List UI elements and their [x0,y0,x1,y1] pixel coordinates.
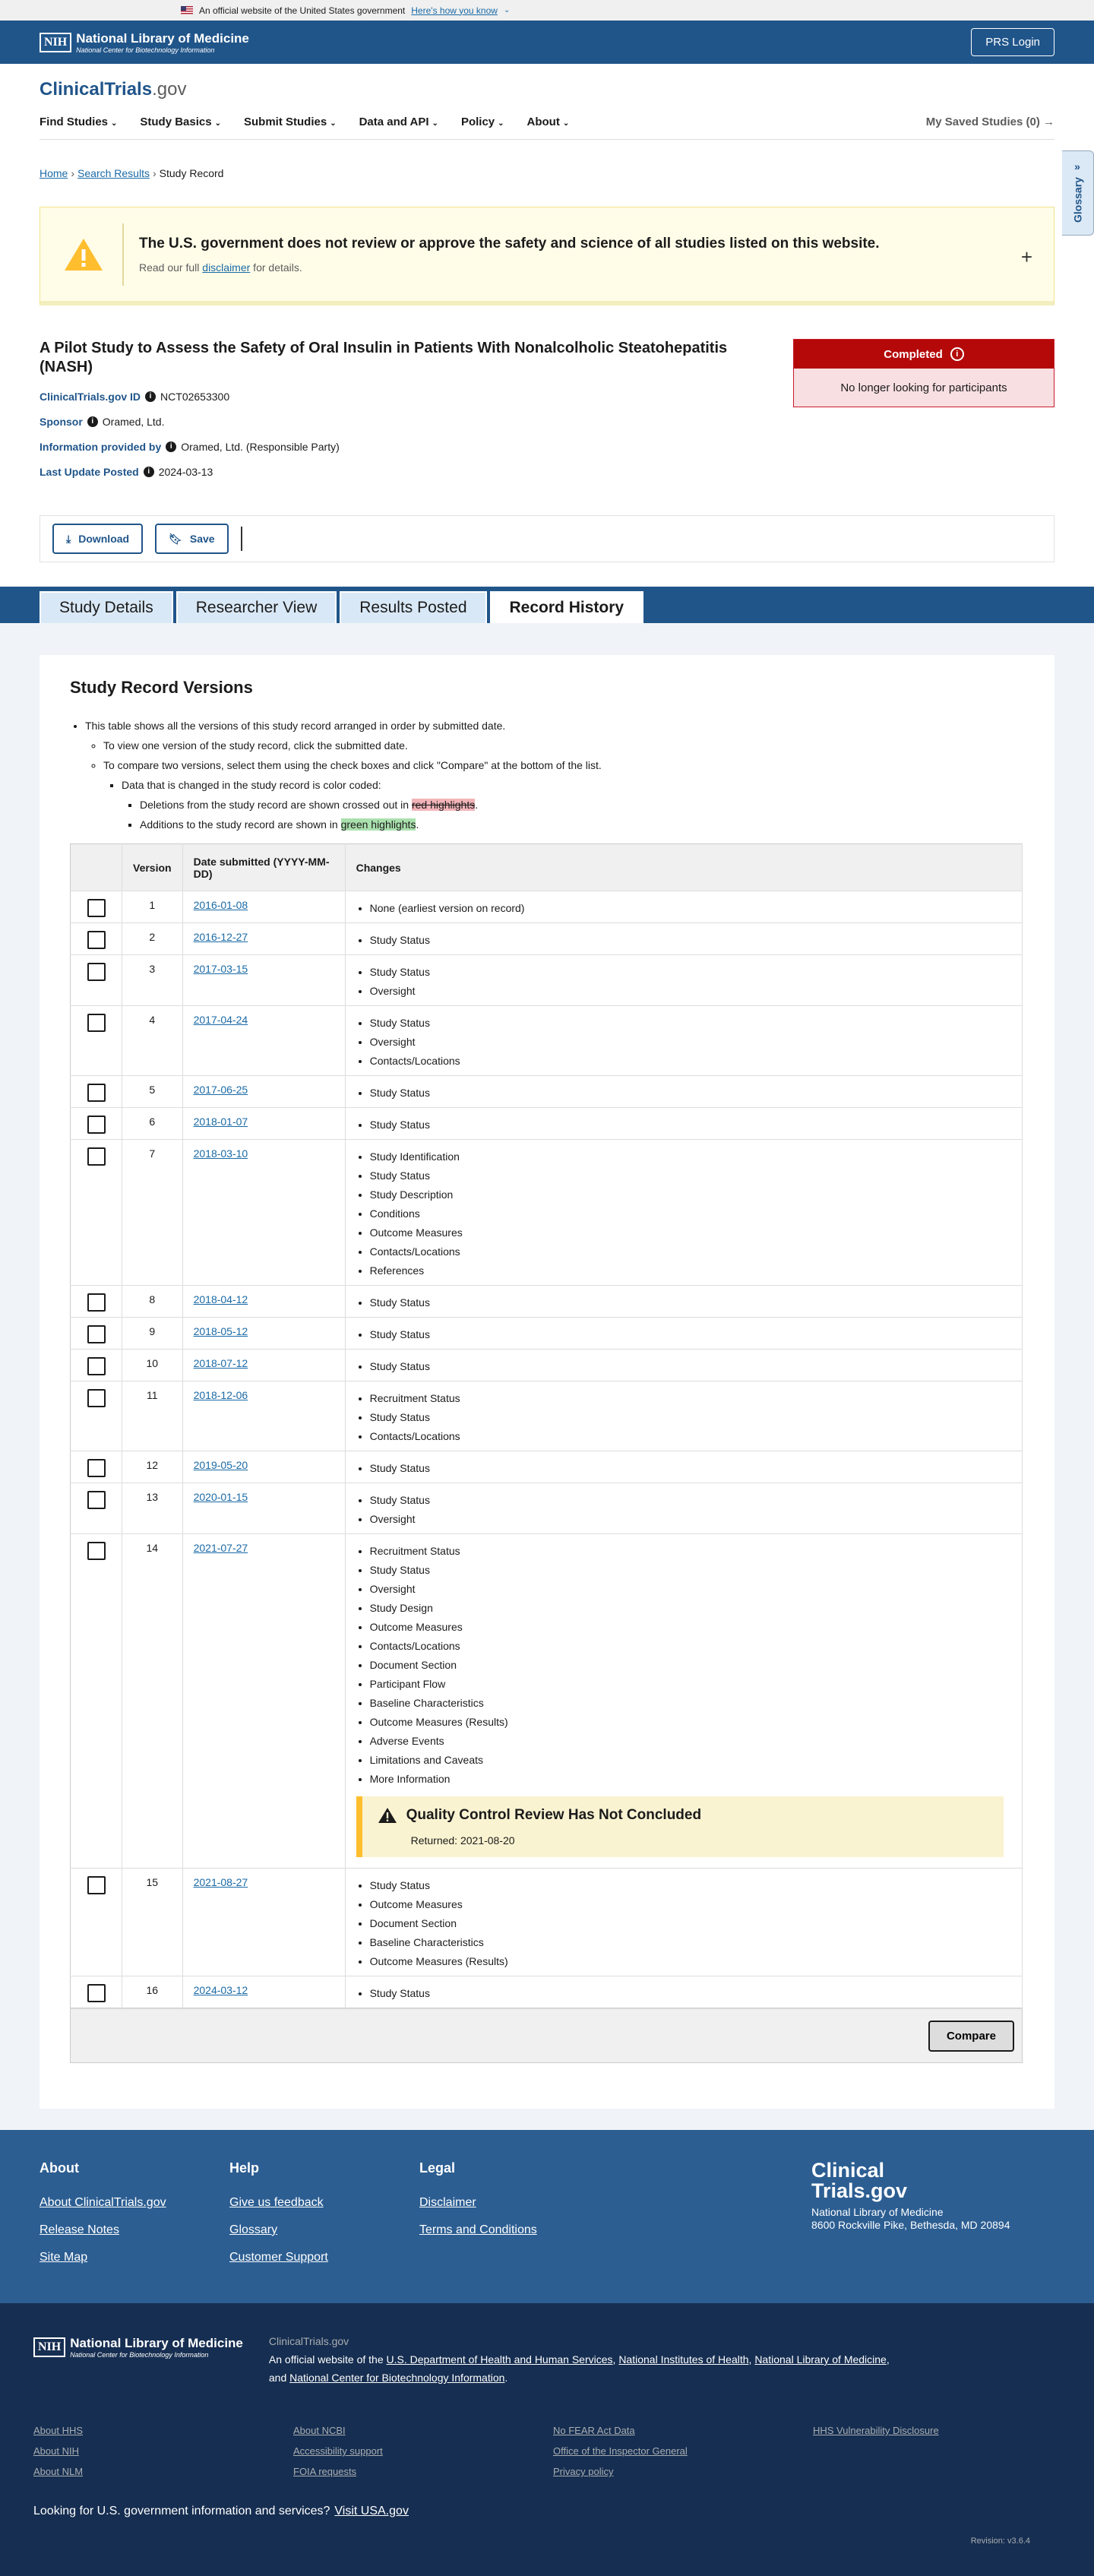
change-item: • Study Status [370,1116,1011,1135]
version-number: 9 [122,1318,183,1350]
foia-link[interactable]: FOIA requests [293,2466,357,2477]
version-number: 14 [122,1534,183,1869]
changes-list [356,1357,1011,1376]
nlm-footer: NIH National Library of Medicine National Center for Biotechnology Information ClinicalTrials.gov An official website of the U.S. Department of Health and Human Services, National Institutes of Health, National Library of Medicine, and National Center for Biotechnology Information. About HHS About NCBI No FEAR Act Data HHS Vulnerability Disclosure About NIH Accessibility support Office of the Inspector General About NLM FOIA requests Privacy policy Looking for U.S. government information and services? Visit USA.gov Revision: v3.6.4 [0,2303,1094,2576]
change-item: • Study Status [370,1984,1011,2003]
nav-policy[interactable]: Policy ⌄ [460,116,504,128]
change-item: • Study Description [370,1185,1011,1204]
last-update-value: 2024-03-13 [158,466,213,478]
nlm-subtitle: National Center for Biotechnology Information [76,46,215,54]
version-number: 5 [122,1076,183,1108]
table-row [71,1076,1023,1108]
info-icon[interactable]: i [145,391,156,402]
footer-brand [811,2160,1024,2273]
nlm-footer-links [33,2425,1061,2477]
change-item: • Recruitment Status [370,1542,1011,1561]
glossary-label: Glossary [1071,176,1084,223]
revision: Revision: v3.6.4 [970,2536,1030,2546]
table-row [71,923,1023,955]
change-item: • Contacts/Locations [370,1242,1011,1261]
saved-studies-link[interactable]: My Saved Studies (0) → [925,116,1054,128]
nih-logo-icon: NIH [40,33,71,52]
change-item: • Study Status [370,1561,1011,1580]
version-date-link[interactable]: 2019-05-20 [193,1459,248,1471]
version-checkbox[interactable] [87,1147,106,1166]
change-item: • Participant Flow [370,1675,1011,1694]
nav-submit-studies[interactable]: Submit Studies ⌄ [244,116,337,128]
green-highlight-sample: green highlights [340,818,416,831]
site-logo[interactable]: ClinicalTrials.gov [40,79,187,100]
changes-list [356,1491,1011,1529]
version-date-link[interactable]: 2018-07-12 [193,1357,248,1369]
usa-gov-link[interactable]: Visit USA.gov [334,2505,409,2517]
version-date-link[interactable]: 2021-08-27 [193,1876,248,1888]
change-item: • Outcome Measures (Results) [370,1713,1011,1732]
table-row [71,1869,1023,1976]
change-item: • Baseline Characteristics [370,1694,1011,1713]
change-item: • Study Status [370,1325,1011,1344]
change-item: • Study Status [370,1408,1011,1427]
hhs-link[interactable]: U.S. Department of Health and Human Services [386,2353,613,2366]
footer-about-heading: About [40,2160,79,2176]
version-number: 16 [122,1976,183,2008]
change-item: • Outcome Measures [370,1223,1011,1242]
footer-address-1: National Library of Medicine [811,2206,944,2218]
version-date-link[interactable]: 2018-03-10 [193,1147,248,1160]
footer-support-link[interactable]: Customer Support [229,2251,328,2264]
chevron-down-icon: ⌄ [503,6,511,14]
change-item: • Study Design [370,1599,1011,1618]
gov-banner-text: An official website of the United States government [199,5,406,16]
version-number: 6 [122,1108,183,1140]
nav-study-basics[interactable]: Study Basics ⌄ [140,116,221,128]
tab-researcher-view[interactable]: Researcher View [176,591,337,623]
change-item: • Contacts/Locations [370,1637,1011,1656]
version-number: 8 [122,1286,183,1318]
version-number: 10 [122,1350,183,1381]
version-number: 13 [122,1483,183,1534]
change-item: • Baseline Characteristics [370,1933,1011,1952]
info-circle-icon[interactable]: i [950,347,964,361]
us-flag-icon [181,6,193,14]
nlm-logo[interactable] [40,31,249,54]
breadcrumb-search-results[interactable]: Search Results [77,167,150,179]
table-row [71,1534,1023,1869]
instructions-list: • This table shows all the versions of this study record arranged in order by submitted date. ◦ To view one version of the study record, click the submitted date. ◦ To compare two versions, select them using the check boxes and click "Compare" at the bottom of the list. ▪ Data that is changed in the study record is color coded: ▪ Deletions from the study record are shown crossed out in red highlights. ▪ Additions to the study record are shown in green highlights. [70,716,1024,834]
changes-list [356,1389,1011,1446]
record-history-card [40,655,1054,2109]
about-hhs-link[interactable]: About HHS [33,2425,84,2436]
version-checkbox[interactable] [87,1014,106,1032]
compare-row [70,2008,1023,2063]
nlm-footer-logo[interactable]: NIH National Library of Medicine National Center for Biotechnology Information [33,2332,243,2362]
privacy-link[interactable]: Privacy policy [553,2466,614,2477]
ncbi-link[interactable]: National Center for Biotechnology Information [289,2372,505,2384]
version-checkbox[interactable] [87,931,106,949]
version-date-link[interactable]: 2020-01-15 [193,1491,248,1503]
footer-address-2: 8600 Rockville Pike, Bethesda, MD 20894 [811,2219,1010,2231]
footer-help-heading: Help [229,2160,260,2176]
accessibility-link[interactable]: Accessibility support [293,2445,383,2457]
change-item: • Study Status [370,1084,1011,1103]
nlm-header [0,21,1094,64]
footer-glossary-link[interactable]: Glossary [229,2223,278,2236]
sponsor-value: Oramed, Ltd. [102,416,165,428]
nav-about[interactable]: About ⌄ [526,116,570,128]
info-icon[interactable]: i [87,416,98,427]
change-item: • Adverse Events [370,1732,1011,1751]
action-bar [40,515,1054,562]
disclaimer-link[interactable]: disclaimer [202,261,251,274]
download-icon: ⤓ [66,532,71,545]
table-row [71,1318,1023,1350]
table-row [71,955,1023,1006]
change-item: • Study Status [370,1014,1011,1033]
change-item: • Oversight [370,982,1011,1001]
footer-legal-heading: Legal [419,2160,456,2176]
version-date-link[interactable]: 2018-01-07 [193,1116,248,1128]
table-row [71,1140,1023,1286]
alert-text: Read our full disclaimer for details. [139,261,302,274]
table-row [71,1350,1023,1381]
study-title: A Pilot Study to Assess the Safety of Oral Insulin in Patients With Nonalcolholic Steatohepatitis (NASH) [40,340,728,375]
version-date-link[interactable]: 2018-04-12 [193,1293,248,1305]
version-checkbox[interactable] [87,1357,106,1375]
changes-list [356,1147,1011,1280]
gov-banner [0,0,1094,21]
status-subtext: No longer looking for participants [794,369,1054,407]
table-row [71,1006,1023,1076]
usa-gov-row: Looking for U.S. government information and services? Visit USA.gov [33,2505,409,2517]
version-date-link[interactable]: 2016-01-08 [193,899,248,911]
version-checkbox[interactable] [87,1984,106,2002]
change-item: • Document Section [370,1656,1011,1675]
arrow-right-icon: → [1043,116,1054,128]
change-item: • Study Status [370,931,1011,950]
changes-list [356,1542,1011,1789]
footer-site-map-link[interactable]: Site Map [40,2251,88,2264]
version-checkbox[interactable] [87,963,106,981]
nih-link[interactable]: National Institutes of Health [618,2353,749,2366]
bookmark-icon: 🔖︎ [169,532,182,545]
save-button[interactable]: 🔖︎ Save [155,524,228,554]
change-item: • None (earliest version on record) [370,899,1011,918]
changes-list [356,1014,1011,1071]
version-checkbox[interactable] [87,1293,106,1312]
compare-button[interactable]: Compare [928,2021,1014,2052]
nlm-footer-ct: ClinicalTrials.gov [268,2335,349,2347]
changes-list [356,1116,1011,1135]
version-date-link[interactable]: 2017-03-15 [193,963,248,975]
nlm-title: National Library of Medicine [76,30,249,46]
version-checkbox[interactable] [87,1325,106,1343]
qc-title: Quality Control Review Has Not Concluded [406,1807,702,1823]
info-icon[interactable]: i [166,441,176,452]
version-checkbox[interactable] [87,1459,106,1477]
site-header [0,64,1094,140]
nav-find-studies[interactable]: Find Studies ⌄ [40,116,118,128]
download-button[interactable]: ⤓ Download [52,524,143,554]
red-highlight-sample: red highlights [411,799,476,811]
main-nav [40,116,1054,140]
nav-data-api[interactable]: Data and API ⌄ [359,116,438,128]
version-checkbox[interactable] [87,1542,106,1560]
changes-list [356,1459,1011,1478]
change-item: • Outcome Measures [370,1618,1011,1637]
version-number: 15 [122,1869,183,1976]
version-number: 7 [122,1140,183,1286]
version-checkbox[interactable] [87,1876,106,1894]
table-row [71,1108,1023,1140]
double-chevron-icon: » [1074,160,1081,173]
tab-results-posted[interactable]: Results Posted [340,591,486,623]
nlm-link[interactable]: National Library of Medicine [754,2353,887,2366]
info-provided-value: Oramed, Ltd. (Responsible Party) [181,441,340,453]
version-checkbox[interactable] [87,1389,106,1407]
version-number: 12 [122,1451,183,1483]
version-date-link[interactable]: 2018-12-06 [193,1389,248,1401]
changes-list [356,1325,1011,1344]
breadcrumb-current: Study Record [159,167,224,179]
version-date-link[interactable]: 2017-04-24 [193,1014,248,1026]
change-item: • Limitations and Caveats [370,1751,1011,1770]
prs-login-button[interactable]: PRS Login [971,28,1054,56]
breadcrumb-home[interactable]: Home [40,167,68,179]
footer-feedback-link[interactable]: Give us feedback [229,2196,324,2209]
version-date-link[interactable]: 2017-06-25 [193,1084,248,1096]
change-item: • Conditions [370,1204,1011,1223]
vuln-disclosure-link[interactable]: HHS Vulnerability Disclosure [813,2425,939,2436]
study-meta [40,391,769,478]
changes-list [356,1293,1011,1312]
footer-disclaimer-link[interactable]: Disclaimer [419,2196,476,2209]
expand-plus-icon[interactable]: + [1020,245,1032,268]
version-checkbox[interactable] [87,1084,106,1102]
change-item: • Study Status [370,1293,1011,1312]
version-checkbox[interactable] [87,899,106,917]
alert-title: The U.S. government does not review or approve the safety and science of all studies listed on this website. [139,235,880,252]
version-number: 4 [122,1006,183,1076]
change-item: • References [370,1261,1011,1280]
info-icon[interactable]: i [144,467,154,477]
no-fear-link[interactable]: No FEAR Act Data [553,2425,635,2436]
warning-icon [63,237,104,272]
oig-link[interactable]: Office of the Inspector General [553,2445,688,2457]
change-item: • Study Status [370,1459,1011,1478]
qc-alert [356,1796,1004,1857]
footer-terms-link[interactable]: Terms and Conditions [419,2223,537,2236]
change-item: • Contacts/Locations [370,1427,1011,1446]
changes-list [356,1876,1011,1971]
change-item: • Contacts/Locations [370,1052,1011,1071]
change-item: • Oversight [370,1510,1011,1529]
site-footer [0,2130,1094,2303]
glossary-tab[interactable] [1062,150,1094,236]
changes-list [356,1084,1011,1103]
col-version: Version [122,844,183,891]
version-checkbox[interactable] [87,1491,106,1509]
status-badge: Completed i [794,340,1054,369]
changes-list [356,1984,1011,2003]
col-changes: Changes [345,844,1022,891]
change-item: • More Information [370,1770,1011,1789]
about-ncbi-link[interactable]: About NCBI [293,2425,346,2436]
nih-logo-icon: NIH [33,2337,65,2357]
tab-study-details[interactable]: Study Details [40,591,173,623]
about-nlm-link[interactable]: About NLM [33,2466,84,2477]
version-number: 1 [122,891,183,923]
about-nih-link[interactable]: About NIH [33,2445,79,2457]
col-date: Date submitted (YYYY-MM-DD) [182,844,345,891]
change-item: • Outcome Measures [370,1895,1011,1914]
version-date-link[interactable]: 2018-05-12 [193,1325,248,1337]
last-update-label: Last Update Posted [40,466,139,478]
version-number: 3 [122,955,183,1006]
warning-icon [378,1807,397,1824]
table-row [71,891,1023,923]
status-box [793,339,1054,407]
sponsor-label: Sponsor [40,416,83,428]
changes-list [356,931,1011,950]
version-number: 11 [122,1381,183,1451]
table-row [71,1451,1023,1483]
table-row [71,1286,1023,1318]
version-date-link[interactable]: 2024-03-12 [193,1984,248,1996]
version-checkbox[interactable] [87,1116,106,1134]
changes-list [356,963,1011,1001]
versions-table [70,843,1023,2008]
change-item: • Study Identification [370,1147,1011,1166]
change-item: • Recruitment Status [370,1389,1011,1408]
id-label: ClinicalTrials.gov ID [40,391,141,403]
change-item: • Document Section [370,1914,1011,1933]
heres-how-link[interactable]: Here's how you know [411,5,498,16]
version-number: 2 [122,923,183,955]
disclaimer-alert [40,207,1054,305]
version-date-link[interactable]: 2016-12-27 [193,931,248,943]
study-header [0,339,1094,491]
info-provided-label: Information provided by [40,441,162,453]
change-item: • Study Status [370,1166,1011,1185]
change-item: • Outcome Measures (Results) [370,1952,1011,1971]
breadcrumb: Home › Search Results › Study Record [40,167,224,179]
table-row [71,1381,1023,1451]
change-item: • Oversight [370,1033,1011,1052]
changes-list [356,899,1011,918]
tab-record-history[interactable]: Record History [490,591,644,623]
version-date-link[interactable]: 2021-07-27 [193,1542,248,1554]
change-item: • Study Status [370,1876,1011,1895]
qc-returned: Returned: 2021-08-20 [410,1834,515,1847]
section-heading: Study Record Versions [70,678,253,697]
table-row [71,1483,1023,1534]
footer-release-notes-link[interactable]: Release Notes [40,2223,119,2236]
footer-logo[interactable]: Clinical Trials.gov [811,2159,908,2202]
change-item: • Study Status [370,963,1011,982]
change-item: • Study Status [370,1491,1011,1510]
table-row [71,1976,1023,2008]
tab-bar [0,587,1094,623]
change-item: • Study Status [370,1357,1011,1376]
change-item: • Oversight [370,1580,1011,1599]
footer-about-link[interactable]: About ClinicalTrials.gov [40,2196,166,2209]
study-id: NCT02653300 [160,391,230,403]
